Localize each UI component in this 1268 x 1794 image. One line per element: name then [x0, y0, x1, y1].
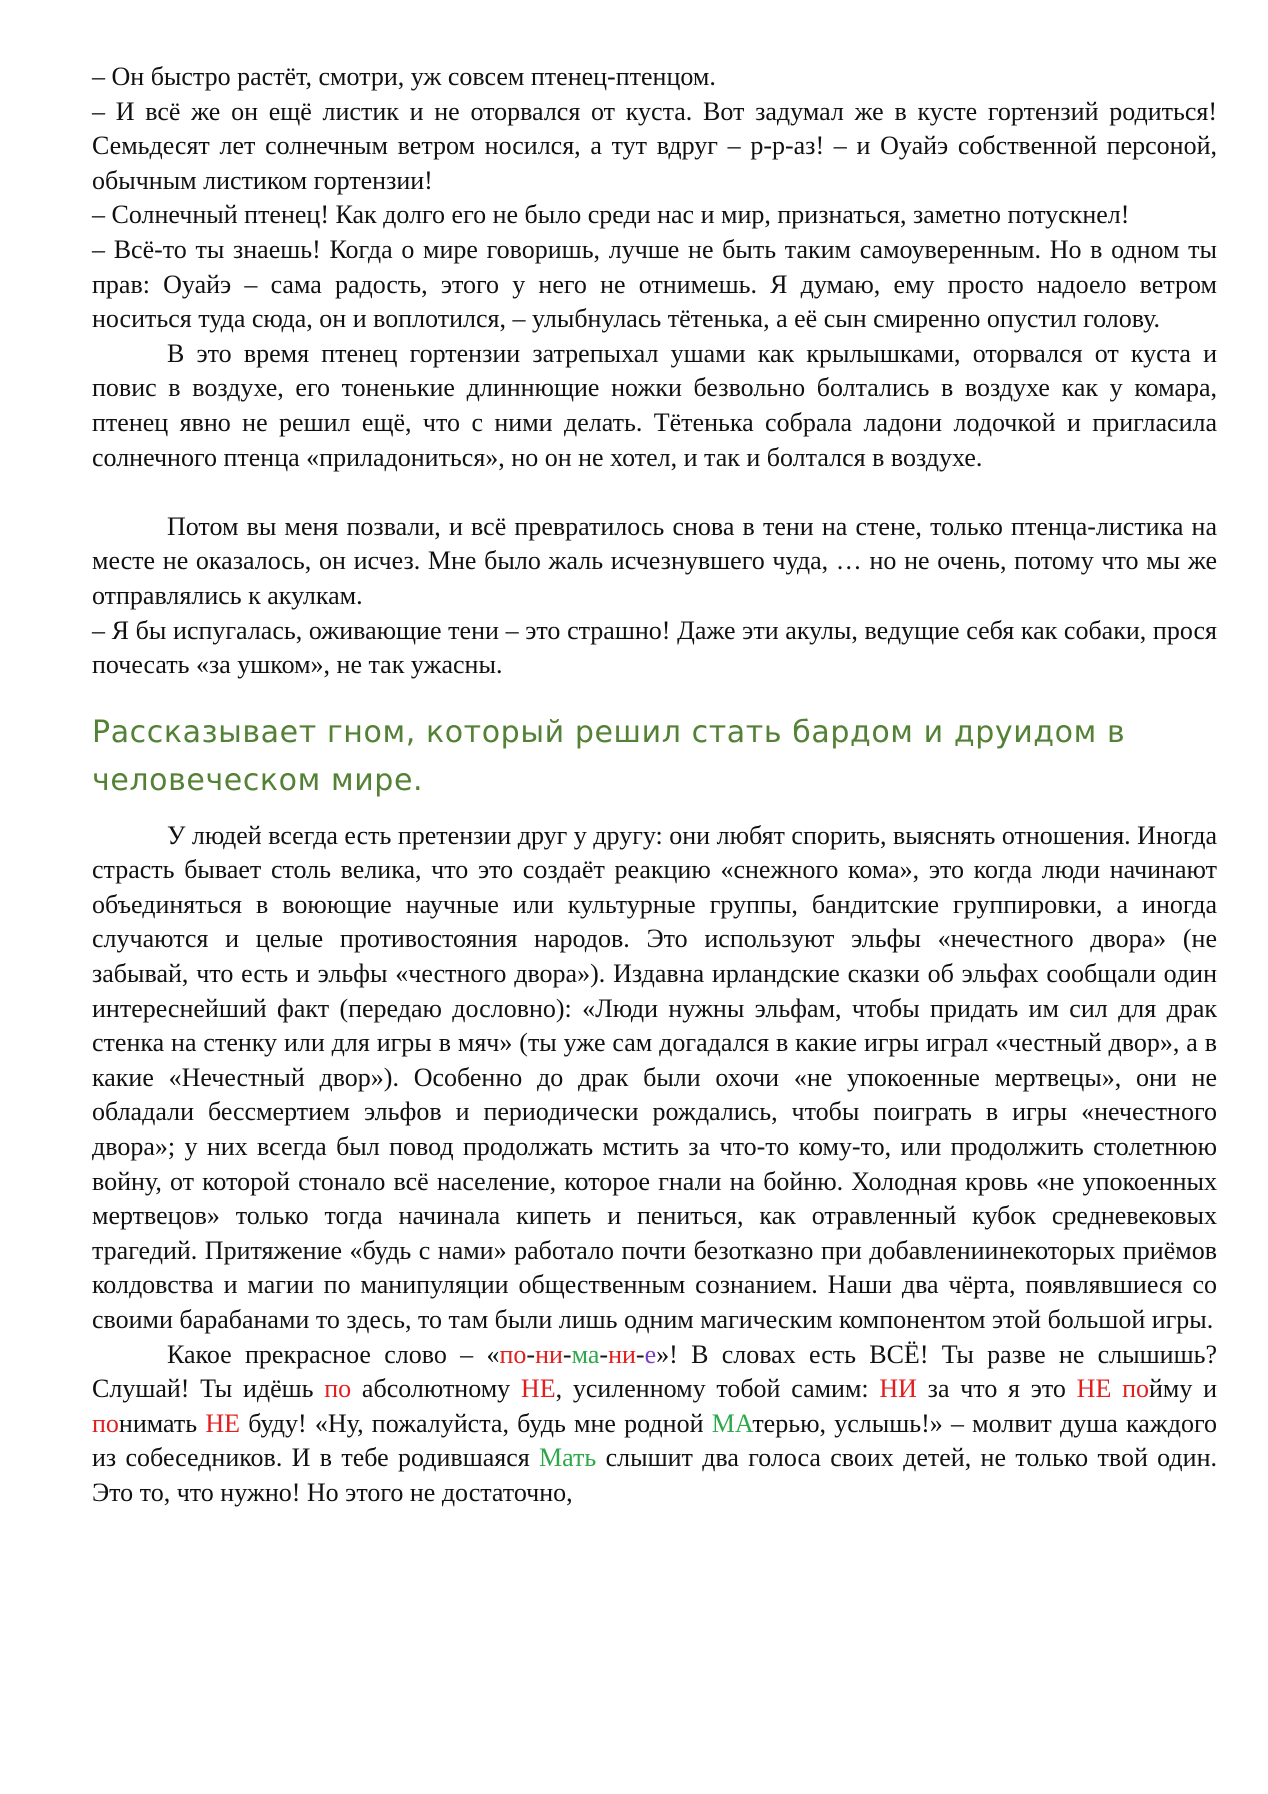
text-run: слышит два голоса своих детей, не только твой один. Это то, что нужно! Но этого не достаточно, [92, 1443, 1217, 1507]
text-run: буду! «Ну, пожалуйста, будь мне родной [240, 1408, 712, 1438]
text-run: Какое прекрасное слово – « [167, 1339, 500, 1369]
blank-line [92, 475, 1217, 510]
paragraph-chick: В это время птенец гортензии затрепыхал ушами как крылышками, оторвался от куста и повис в воздухе, его тоненькие длиннющие ножки безвольно болтались в воздухе как у комара, птенец явно не решил ещё, что с ними делать. Тётенька собрала ладони лодочкой и пригласила солнечного птенца «приладониться», но он не хотел, и так и болтался в воздухе. [92, 338, 1217, 472]
dialogue-line-1: – Он быстро растёт, смотри, уж совсем птенец-птенцом. [92, 62, 716, 91]
document-page [92, 60, 1217, 1511]
paragraph-shadows: Потом вы меня позвали, и всё превратилось снова в тени на стене, только птенца-листика на месте не оказалось, он исчез. Мне было жаль исчезнувшего чуда, … но не очень, потому что мы же отправлялись к акулкам. [92, 511, 1217, 610]
highlight-syllable: ни [535, 1339, 563, 1369]
text-run: нимать [118, 1408, 206, 1438]
text-run [1111, 1374, 1122, 1403]
dialogue-line-3: – Солнечный птенец! Как долго его не было среди нас и мир, признаться, заметно потускнел! [92, 200, 1130, 230]
dialogue-line-4: – Всё-то ты знаешь! Когда о мире говоришь, лучше не быть таким самоуверенным. Но в одном ты прав: Оуайэ – сама радость, этого у него не отнимешь. Я думаю, ему просто надоело ветром носиться туда сюда, он и воплотился, – улыбнулась тётенька, а её сын смиренно опустил голову. [92, 234, 1217, 334]
section-heading: Рассказывает гном, который решил стать бардом и друидом в человеческом мире. [92, 714, 1126, 798]
text-run: »! В словах есть ВСЁ! Ты разве не слышишь? Слушай! Ты идёшь [92, 1339, 1217, 1404]
text-run: , усиленному тобой самим: [555, 1374, 880, 1404]
highlight-syllable: по [92, 1408, 119, 1438]
text-run: - [599, 1339, 609, 1369]
highlight-syllable: по [324, 1374, 352, 1404]
highlight-syllable: по [499, 1339, 527, 1369]
highlight-syllable: по [1122, 1374, 1149, 1404]
highlight-syllable: НЕ [1076, 1374, 1112, 1404]
text-run: терью, услышь!» – молвит душа каждого из собеседников. И в тебе родившаяся [92, 1408, 1217, 1473]
text-run: - [562, 1339, 572, 1369]
highlight-syllable: НИ [879, 1374, 917, 1404]
highlight-syllable: Мать [539, 1443, 597, 1473]
dialogue-line-5: – Я бы испугалась, оживающие тени – это страшно! Даже эти акулы, ведущие себя как собаки, прося почесать «за ушком», не так ужасны. [92, 615, 1217, 680]
highlight-syllable: ма [571, 1339, 600, 1369]
text-run: абсолютному [351, 1374, 521, 1404]
paragraph-people: У людей всегда есть претензии друг у другу: они любят спорить, выяснять отношения. Иногда страсть бывает столь велика, что это создаёт реакцию «снежного кома», это когда люди начинают объединяться в воюющие научные или культурные группы, бандитские группировки, а иногда случаются и целые противостояния народов. Это используют эльфы «нечестного двора» (не забывай, что есть и эльфы «честного двора»). Издавна ирландские сказки об эльфах сообщали один интереснейший факт (передаю дословно): «Люди нужны эльфам, чтобы придать им сил для драк стенка на стенку или для игры в мяч» (ты уже сам догадался в какие игры играл «честный двор», а в какие «Нечестный двор»). Особенно до драк были охочи «не упокоенные мертвецы», они не обладали бессмертием эльфов и периодически рождались, чтобы поиграть в игры «нечестного двора»; у них всегда был повод продолжать мстить за что-то кому-то, или продолжить столетнюю войну, от которой стонало всё население, которое гнали на бойню. Холодная кровь «не упокоенных мертвецов» только тогда начинала кипеть и пениться, как отравленный кубок средневековых трагедий. Притяжение «будь с нами» работало почти безотказно при добавлениинекоторых приёмов колдовства и магии по манипуляции общественным сознанием. Наши два чёрта, появлявшиеся со своими барабанами то здесь, то там были лишь одним магическим компонентом этой большой игры. [92, 820, 1217, 1334]
paragraph-word [92, 1338, 1217, 1511]
text-run: за что я это [916, 1374, 1077, 1404]
highlight-syllable: ни [608, 1339, 636, 1369]
highlight-syllable: НЕ [205, 1408, 240, 1438]
highlight-syllable: е [644, 1339, 657, 1369]
text-run: - [635, 1339, 645, 1369]
dialogue-line-2: – И всё же он ещё листик и не оторвался от куста. Вот задумал же в кусте гортензий родиться! Семьдесят лет солнечным ветром носился, а тут вдруг – р-р-аз! – и Оуайэ собственной персоной, обычным листиком гортензии! [92, 96, 1217, 195]
text-run: - [526, 1339, 536, 1369]
highlight-syllable: МА [711, 1408, 753, 1438]
text-run: йму и [1149, 1374, 1218, 1404]
highlight-syllable: НЕ [520, 1374, 556, 1404]
